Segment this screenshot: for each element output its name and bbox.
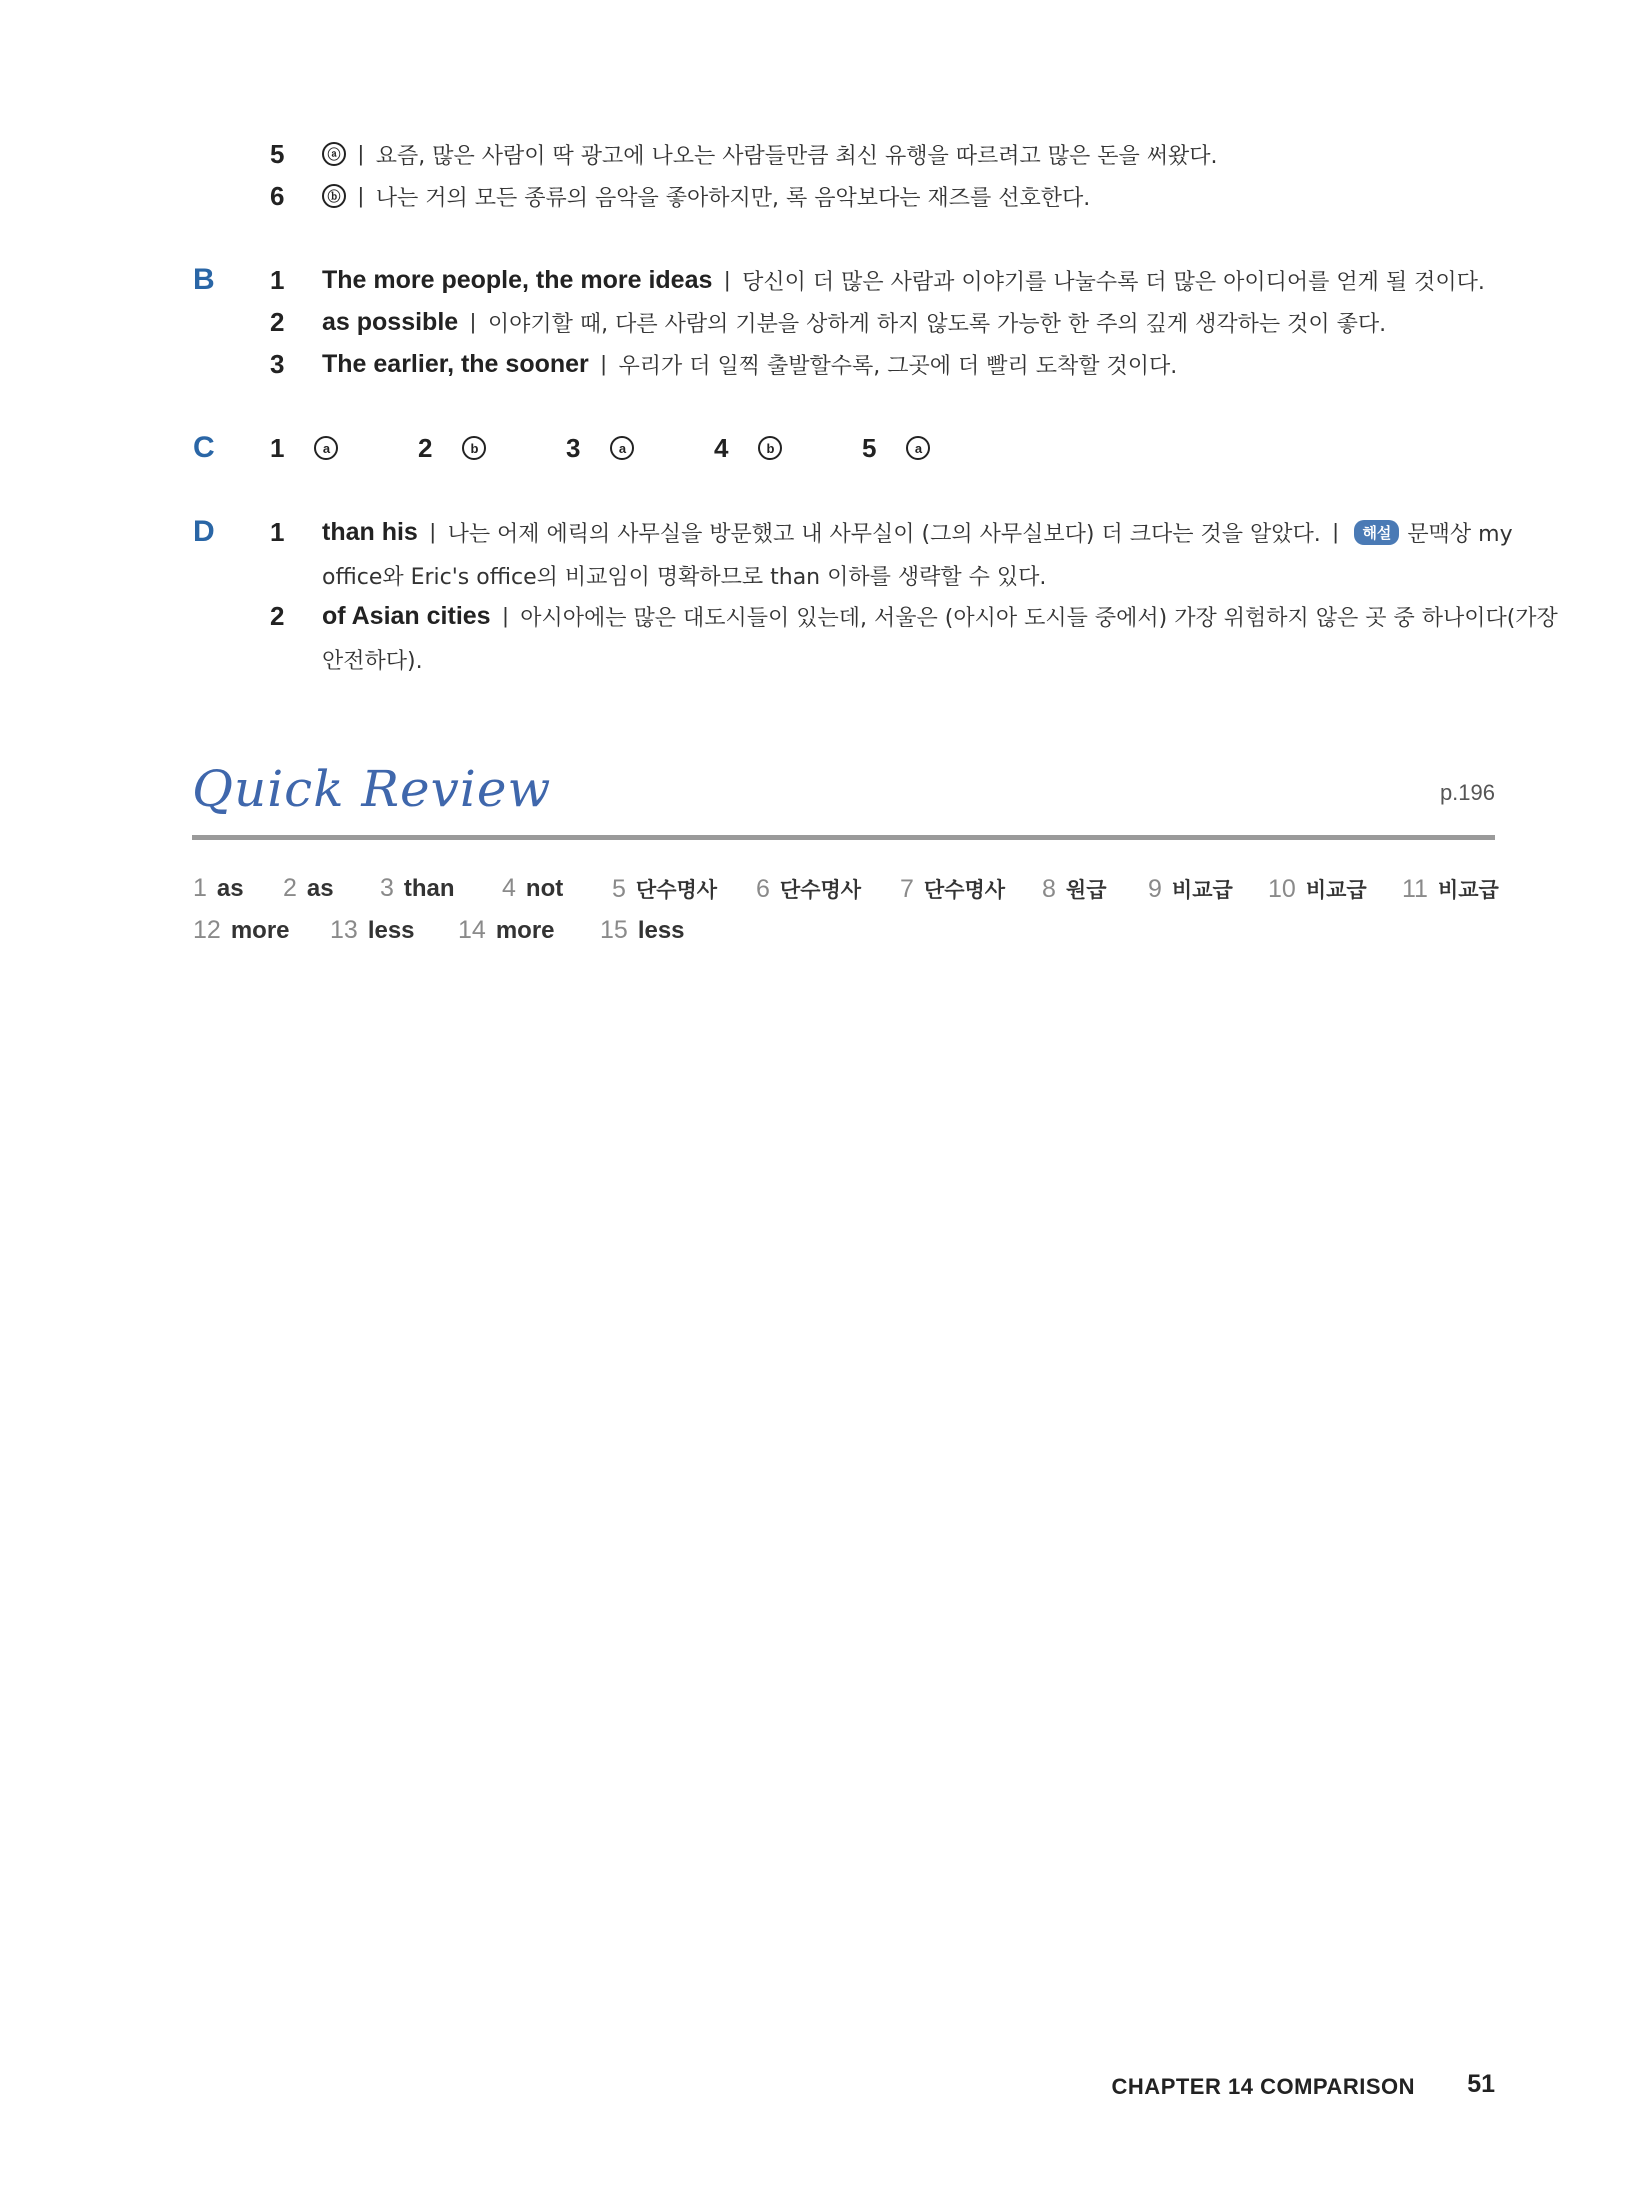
section-c-row [0,427,1645,469]
answer-text: The earlier, the sooner [322,349,589,378]
answer-content [322,601,1558,632]
item-number: 2 [418,432,433,463]
item-number: 1 [270,264,285,295]
answer-content [322,307,1386,338]
qr-item-6 [756,874,861,904]
answer-text: The more people, the more ideas [322,265,713,294]
item-number: 6 [270,180,285,211]
answer-text: not [525,875,564,902]
answer-text: than [403,875,455,902]
item-number: 15 [600,916,628,944]
section-letter-d: D [193,515,215,548]
separator: | [724,267,731,292]
answer-content [322,349,1177,380]
item-number: 1 [270,516,285,547]
qr-item-11 [1402,874,1499,904]
item-number: 13 [330,916,358,944]
section-letter-b: B [193,263,215,296]
answer-d2 [0,595,1645,637]
chapter-title: CHAPTER 14 COMPARISON [1111,2074,1415,2099]
c-answer-2 [418,433,486,464]
answer-text: of Asian cities [322,601,491,630]
page-reference: p.196 [1439,780,1495,805]
separator: | [358,141,364,166]
circled-answer: b [758,436,782,460]
qr-item-8 [1042,874,1106,904]
answer-text: 단수명사 [923,878,1006,902]
answer-text: 원급 [1065,878,1107,902]
answer-text: than his [322,517,418,546]
qr-item-4 [502,874,563,903]
translation-text: 나는 어제 에릭의 사무실을 방문했고 내 사무실이 (그의 사무실보다) 더 크다는 것을 알았다. [447,521,1321,547]
c-answer-5 [862,433,930,464]
translation-text: 이야기할 때, 다른 사람의 기분을 상하게 하지 않도록 가능한 한 주의 깊게 생각하는 것이 좋다. [487,311,1387,337]
qr-item-2 [283,874,334,903]
item-number: 3 [380,874,394,902]
answer-text: 비교급 [1171,878,1233,902]
qr-item-13 [330,916,415,945]
item-number: 8 [1042,875,1056,903]
separator: | [502,603,509,628]
separator: | [1332,519,1339,544]
answer-d1 [0,511,1645,553]
item-number: 3 [566,432,581,463]
item-number: 12 [193,916,221,944]
section-letter-c: C [193,431,215,464]
item-number: 2 [283,874,297,902]
translation-text: 아시아에는 많은 대도시들이 있는데, 서울은 (아시아 도시들 중에서) 가장 위험하지 않은 곳 중 하나이다(가장 [520,605,1558,631]
item-number: 1 [270,432,285,463]
separator: | [429,519,436,544]
circled-answer: a [906,436,930,460]
item-number: 6 [756,875,770,903]
item-number: 4 [714,432,729,463]
answer-text: 단수명사 [635,878,718,902]
answer-content [322,181,1090,212]
circled-answer: a [610,436,634,460]
answer-content [322,265,1485,296]
qr-item-1 [193,874,244,903]
item-number: 10 [1268,875,1296,903]
answer-text: more [230,917,290,944]
section-divider [192,835,1495,840]
qr-item-9 [1148,874,1233,904]
item-number: 5 [862,432,877,463]
answer-text: 비교급 [1437,878,1499,902]
qr-item-15 [600,916,685,945]
qr-item-5 [612,874,717,904]
translation-text: 요즘, 많은 사람이 딱 광고에 나오는 사람들만큼 최신 유행을 따르려고 많은 돈을 써왔다. [375,143,1218,169]
item-number: 7 [900,875,914,903]
answer-text: as possible [322,307,459,336]
qr-item-12 [193,916,290,945]
circled-answer: b [462,436,486,460]
answer-text: as [306,875,334,902]
item-number: 9 [1148,875,1162,903]
item-number: 2 [270,306,285,337]
translation-text: 나는 거의 모든 종류의 음악을 좋아하지만, 록 음악보다는 재즈를 선호한다. [375,185,1091,211]
answer-text: as [216,875,244,902]
separator: | [600,351,607,376]
translation-text: 우리가 더 일찍 출발할수록, 그곳에 더 빨리 도착할 것이다. [618,353,1178,379]
separator: | [470,309,476,334]
item-number: 4 [502,874,516,902]
translation-text: 당신이 더 많은 사람과 이야기를 나눌수록 더 많은 아이디어를 얻게 될 것이다. [742,269,1485,295]
qr-item-10 [1268,874,1367,904]
item-number: 14 [458,916,486,944]
item-number: 11 [1402,875,1428,903]
item-number: 5 [270,138,285,169]
page-number: 51 [1467,2070,1495,2098]
circled-answer: a [314,436,338,460]
qr-item-3 [380,874,455,903]
translation-continuation: 안전하다). [322,649,423,674]
circled-answer: ⓑ [322,184,346,208]
answer-text: less [367,917,415,944]
c-answer-1 [270,433,338,464]
explanation-text: 문맥상 my [1407,521,1513,547]
answer-content [322,139,1217,170]
item-number: 3 [270,348,285,379]
circled-answer: ⓐ [322,142,346,166]
answer-text: less [637,917,685,944]
item-number: 1 [193,874,207,902]
answer-text: more [495,917,555,944]
answer-text: 단수명사 [779,878,862,902]
qr-item-7 [900,874,1005,904]
c-answer-3 [566,433,634,464]
explanation-badge: 해설 [1354,520,1399,545]
quick-review-title: Quick Review [192,760,552,818]
answer-content [322,517,1513,548]
separator: | [358,183,364,208]
explanation-continuation: office와 Eric's office의 비교임이 명확하므로 than 이하를 생략할 수 있다. [322,565,1047,590]
item-number: 2 [270,600,285,631]
c-answer-4 [714,433,782,464]
answer-text: 비교급 [1305,878,1367,902]
qr-item-14 [458,916,555,945]
item-number: 5 [612,875,626,903]
